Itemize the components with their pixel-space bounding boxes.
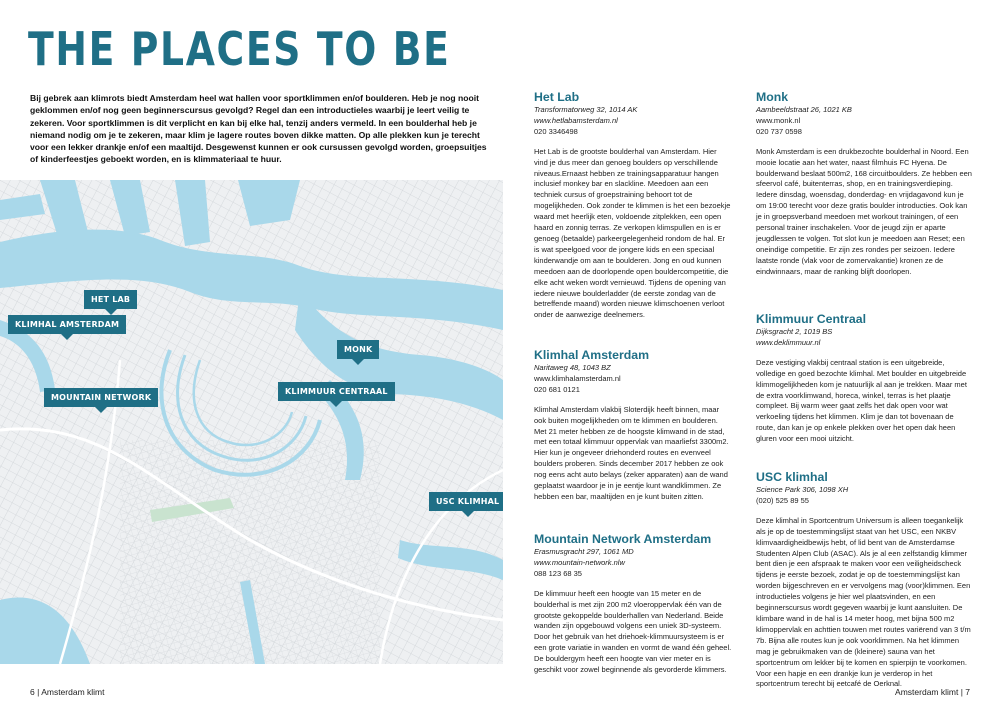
column-left (534, 90, 732, 675)
entry-phone: 088 123 68 35 (534, 568, 582, 578)
entry-body: Klimhal Amsterdam vlakbij Sloterdijk heeft binnen, maar ook buiten mogelijkheden om te klimmen en boulderen. Met 21 meter hebben ze de hoogste klimwand in de stad, met een totaal klimmuur oppervlak van maarliefst 3300m2. Hier kun je ongeveer driehonderd routes en evenveel boulders proberen. Sinds december 2017 hebben ze ook nog eens acht auto belays (zeker apparaten) aan de wand geplaatst waardoor je in je eentje kunt wandklimmen. Ze hebben een bar, maaltijden en je kunt buiten zitten. (534, 404, 729, 501)
entry-address: Erasmusgracht 297, 1061 MD (534, 547, 634, 556)
map-pin-usc-klimhal[interactable]: USC KLIMHAL (429, 492, 503, 511)
intro-text: Bij gebrek aan klimrots biedt Amsterdam heel wat hallen voor sportklimmen en/of boulderen. Heb je nog nooit geklommen en/of nog geen beginnerscursus gevolgd? Regel dan een introductieles waarbij je leert veilig te zekeren. Voor sportklimmen is dit verplicht en kan bij elke hal, tenzij anders vermeld. In een boulderhal heb je niemand nodig om je te zekeren, maar klim je lagere routes boven dikke matten. Op alle plekken kun je terecht voor een lekker drankje en/of een maaltijd. Desgewenst kunnen er ook cursussen gevolgd worden, groepsuitjes of kinderfeestjes geboekt worden, en is klimmateriaal te huur. (30, 93, 487, 165)
entry-body: De klimmuur heeft een hoogte van 15 meter en de boulderhal is met zijn 200 m2 vloeroppervlak één van de grootste gekoppelde boulderhallen van Nederland. Beide wanden zijn opgebouwd volgens een uniek 3D-systeem. Door het gebruik van het driehoek-klimmuursysteem is er een grote variatie in wanden en vormt de wand één geheel. De bouldergym heeft een hoogte van vier meter en is geschikt voor zowel beginnende als gevorderde klimmers. (534, 588, 732, 675)
entry-body: Deze vestiging vlakbij centraal station is een uitgebreide, volledige en goed bezochte klimhal. Met boulder en uitgebreide klimmogelijkheden kom je natuurlijk al aan je trekken. Maar met de extra voorklimwand, horeca, winkel, terras is het plaatje compleet. Bij warm weer gaat zelfs het dak open voor wat verkoeling tijdens het klimmen. Klim je dan tot bovenaan de route, dan kan je op enkele plekken over het open dak heen gluren voor een mooi uitzicht. (756, 357, 967, 444)
map-pin-het-lab[interactable]: HET LAB (84, 290, 137, 309)
map-pin-klimmuur-centraal[interactable]: KLIMMUUR CENTRAAL (278, 382, 395, 401)
entry-title: Monk (756, 90, 789, 104)
map-pin-klimhal-amsterdam[interactable]: KLIMHAL AMSTERDAM (8, 315, 126, 334)
footer-right: Amsterdam klimt | 7 (895, 687, 970, 697)
entry-body: Deze klimhal in Sportcentrum Universum is alleen toegankelijk als je op de toestemmingslijst staat van het USC, een NKBV klimvaardigheidbewijs hebt, of lid bent van de Amsterdamse Studenten Alpen Club (ASAC). Als je al een zelfstandig klimmer bent dien je een afspraak te maken voor een veiligheidscheck tijdens je eerste bezoek, zodat je op de toestemmingslijst kan worden bijgeschreven en er vervolgens mag (voor)klimmen. Een introductieles volgens je hier wel plaatsvinden, en een beginnerscursus wordt gegeven waarbij je kunt aansluiten. De klimbare wand in de hal is 14 meter hoog, met bijna 500 m2 klimoppervlak en achttien touwen met routes variërend van 3 t/m 7b. Bijna alle routes kun je ook voorklimmen. Na het klimmen mag je gebruikmaken van de (kleinere) sauna van het sportcentrum om lekker bij te komen en spierpijn te voorkomen. Voor een hapje en een drankje kun je verderop in het sportcentrum terecht bij eetcafé de Oerknal. (756, 515, 971, 689)
map-graphic (0, 180, 503, 664)
page-title: THE PLACES TO BE (28, 22, 451, 76)
entry-address: Dijksgracht 2, 1019 BS (756, 327, 833, 336)
entry-usc-klimhal (756, 470, 974, 690)
entry-phone: 020 737 0598 (756, 126, 802, 136)
entry-website-link[interactable]: www.monk.nl (756, 115, 801, 125)
entry-website-link[interactable]: www.klimhalamsterdam.nl (534, 373, 621, 383)
column-right (756, 90, 974, 689)
entry-body: Het Lab is de grootste boulderhal van Amsterdam. Hier vind je dus meer dan genoeg boulders op verschillende niveaus.Ernaast hebben ze trainingsapparatuur hangen inclusief monkey bar en slackline. Meedoen aan een techniek cursus of groepstraining behoort tot de mogelijkheden. Ook zonder te klimmen is het een bezoekje waard met heerlijk eten, voldoende zitplekken, een open haard en zonnig terras. Ze verkopen klimspullen en is er genoeg (betaalde) parkeergelegenheid rondom de hal. Er is wat speelgoed voor de jongere kids en een speciaal kinderwandje om aan te boulderen. Jong en oud kunnen meedoen aan de doorlopende open bouldercompetitie, die elke acht weken wordt vernieuwd. Tijdens de opening van iedere nieuwe boulderladder (de eerste zondag van de betreffende maand) worden nieuwe klimschoenen verloot onder de aanwezige deelnemers. (534, 146, 731, 320)
entry-website-link[interactable]: www.deklimmuur.nl (756, 337, 821, 347)
entry-title: Klimhal Amsterdam (534, 348, 650, 362)
footer-left: 6 | Amsterdam klimt (30, 687, 105, 697)
entry-body: Monk Amsterdam is een drukbezochte boulderhal in Noord. Een mooie locatie aan het water, naast filmhuis FC Hyena. De boulderwand beslaat 500m2, 168 circuitboulders. Ze hebben een sfeervol café, buitenterras, shop, en en trainingsverdieping. Iedere dinsdag, woensdag, donderdag- en vrijdagavond kun je om 19:00 terecht voor deze gratis boulder introducties. Ook kan je in groepsverband meedoen met workout trainingen, of een personal trainer inschakelen. Voor de jeugd zijn er aparte jeugdlessen te volgen. Tot slot kun je meedoen aan Reset; een oneindige competitie. Er zijn zes rondes per seizoen. Iedere laatste ronde (vlak voor de zomervakantie) kronen ze de eindwinnaars, maar de ranking blijft doorlopen. (756, 146, 972, 276)
entry-het-lab (534, 90, 732, 321)
entry-address: Science Park 306, 1098 XH (756, 485, 849, 494)
map-pin-monk[interactable]: MONK (337, 340, 379, 359)
city-map[interactable] (0, 180, 503, 664)
entry-title: Mountain Network Amsterdam (534, 532, 712, 546)
entry-website-link[interactable]: www.hetlabamsterdam.nl (534, 115, 618, 125)
entry-phone: (020) 525 89 55 (756, 495, 809, 505)
map-pin-mountain-network[interactable]: MOUNTAIN NETWORK (44, 388, 158, 407)
entry-monk (756, 90, 974, 278)
entry-address: Aambeeldstraat 26, 1021 KB (756, 105, 852, 114)
entry-mountain-network (534, 532, 732, 676)
entry-title: Het Lab (534, 90, 580, 104)
entry-phone: 020 681 0121 (534, 384, 580, 394)
entry-phone: 020 3346498 (534, 126, 578, 136)
entry-title: Klimmuur Centraal (756, 312, 867, 326)
entry-address: Transformatorweg 32, 1014 AK (534, 105, 638, 114)
entry-klimmuur-centraal (756, 312, 974, 445)
entry-klimhal-amsterdam (534, 348, 732, 503)
entry-title: USC klimhal (756, 470, 828, 484)
entry-address: Naritaweg 48, 1043 BZ (534, 363, 611, 372)
entry-website-link[interactable]: www.mountain-network.nlw (534, 557, 625, 567)
